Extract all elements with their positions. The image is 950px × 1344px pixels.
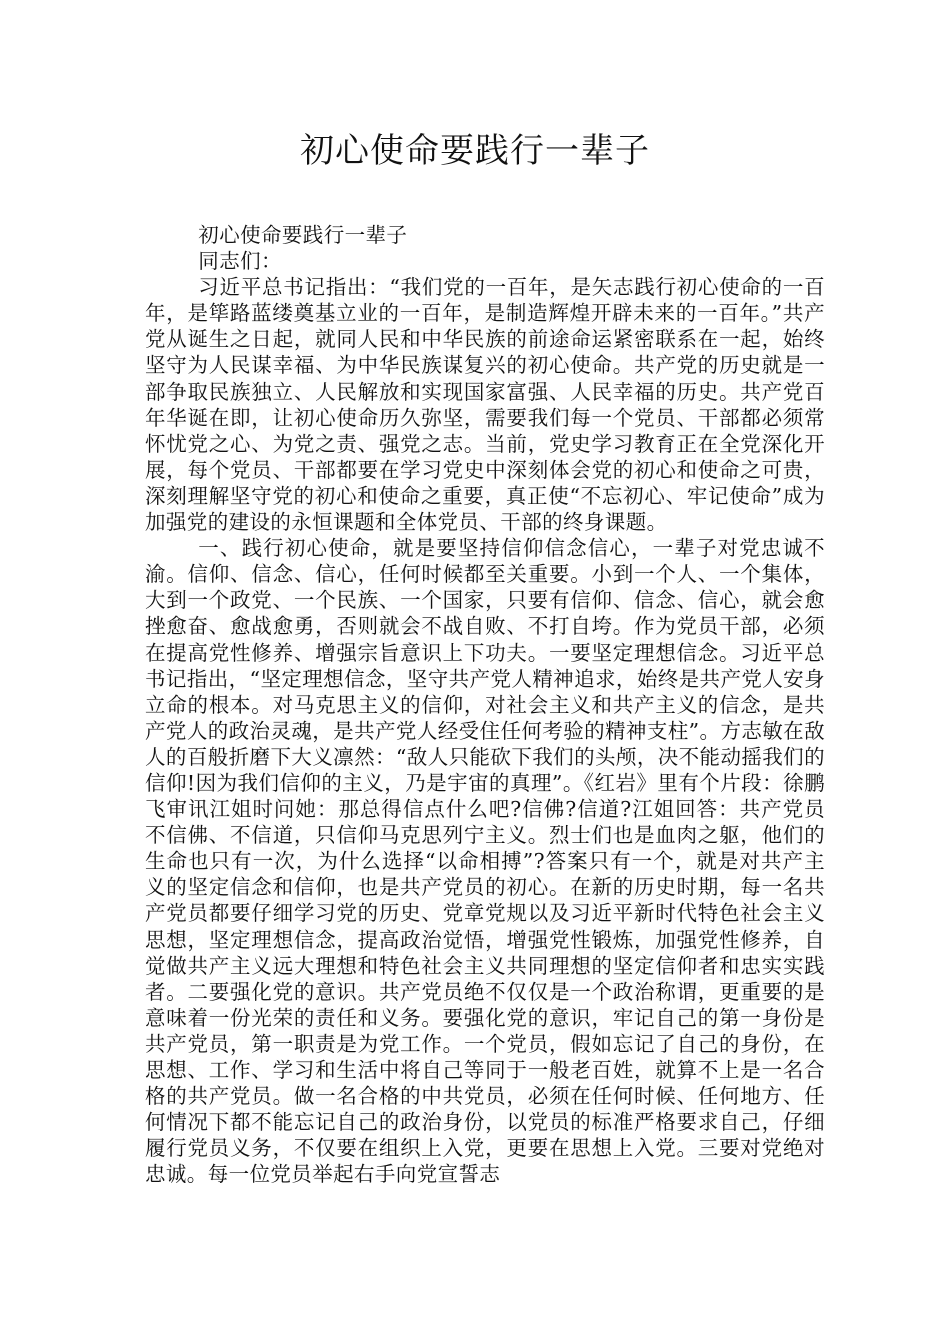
salutation: 同志们： [198, 249, 282, 274]
document-title: 初心使命要践行一辈子 [300, 131, 650, 171]
document-subtitle: 初心使命要践行一辈子 [198, 223, 408, 247]
paragraph: 习近平总书记指出：“我们党的一百年，是矢志践行初心使命的一百年，是筚路蓝缕奠基立业的一百年，是制造辉煌开辟未来的一百年。”共产党从诞生之日起，就同人民和中华民族的前途命运紧密联系在一起，始终坚守为人民谋幸福、为中华民族谋复兴的初心使命。共产党的历史就是一部争取民族独立、人民解放和实现国家富强、人民幸福的历史。共产党百年华诞在即，让初心使命历久弥坚，需要我们每一个党员、干部都必须常怀忧党之心、为党之责、强党之志。当前，党史学习教育正在全党深化开展，每个党员、干部都要在学习党史中深刻体会党的初心和使命之可贵，深刻理解坚守党的初心和使命之重要，真正使“不忘初心、牢记使命”成为加强党的建设的永恒课题和全体党员、干部的终身课题。 [145, 275, 825, 535]
document-body [145, 222, 825, 1187]
paragraph: 一、践行初心使命，就是要坚持信仰信念信心，一辈子对党忠诚不渝。信仰、信念、信心，任何时候都至关重要。小到一个人、一个集体，大到一个政党、一个民族、一个国家，只要有信仰、信念、信心，就会愈挫愈奋、愈战愈勇，否则就会不战自败、不打自垮。作为党员干部，必须在提高党性修养、增强宗旨意识上下功夫。一要坚定理想信念。习近平总书记指出，“坚定理想信念，坚守共产党人精神追求，始终是共产党人安身立命的根本。对马克思主义的信仰，对社会主义和共产主义的信念，是共产党人的政治灵魂，是共产党人经受住任何考验的精神支柱”。方志敏在敌人的百般折磨下大义凛然：“敌人只能砍下我们的头颅，决不能动摇我们的信仰!因为我们信仰的主义，乃是宇宙的真理”。《红岩》里有个片段：徐鹏飞审讯江姐时问她：那总得信点什么吧?信佛?信道?江姐回答：共产党员不信佛、不信道，只信仰马克思列宁主义。烈士们也是血肉之躯，他们的生命也只有一次，为什么选择“以命相搏”?答案只有一个，就是对共产主义的坚定信念和信仰，也是共产党员的初心。在新的历史时期，每一名共产党员都要仔细学习党的历史、党章党规以及习近平新时代特色社会主义思想，坚定理想信念，提高政治觉悟，增强党性锻炼，加强党性修养，自觉做共产主义远大理想和特色社会主义共同理想的坚定信仰者和忠实实践者。二要强化党的意识。共产党员绝不仅仅是一个政治称谓，更重要的是意味着一份光荣的责任和义务。要强化党的意识，牢记自己的第一身份是共产党员，第一职责是为党工作。一个党员，假如忘记了自己的身份，在思想、工作、学习和生活中将自己等同于一般老百姓，就算不上是一名合格的共产党员。做一名合格的中共党员，必须在任何时候、任何地方、任何情况下都不能忘记自己的政治身份，以党员的标准严格要求自己，仔细履行党员义务，不仅要在组织上入党，更要在思想上入党。三要对党绝对忠诚。每一位党员举起右手向党宣誓志 [145, 536, 825, 1187]
